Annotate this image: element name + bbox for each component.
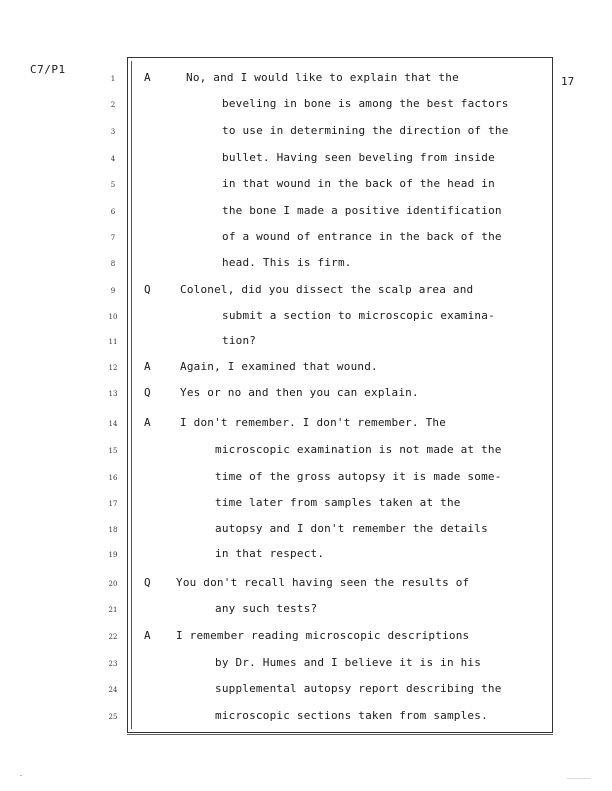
page-number: 17	[561, 75, 575, 88]
line-text: submit a section to microscopic examina-	[222, 309, 495, 322]
transcript-line	[0, 360, 612, 380]
transcript-line	[0, 576, 612, 596]
transcript-line	[0, 177, 612, 197]
speaker-label: A	[144, 416, 151, 429]
speaker-label: Q	[144, 576, 151, 589]
line-text: head. This is firm.	[222, 256, 352, 269]
line-text: autopsy and I don't remember the details	[215, 522, 488, 535]
transcript-line	[0, 709, 612, 729]
transcript-line	[0, 443, 612, 463]
line-number: 14	[108, 420, 118, 428]
line-text: bullet. Having seen beveling from inside	[222, 151, 495, 164]
line-number: 8	[110, 260, 116, 268]
line-number: 10	[108, 313, 118, 321]
line-text: You don't recall having seen the results of	[176, 576, 470, 589]
line-number: 6	[110, 208, 116, 216]
line-text: in that wound in the back of the head in	[222, 177, 495, 190]
line-number: 22	[108, 633, 118, 641]
line-text: to use in determining the direction of the	[222, 124, 509, 137]
speaker-label: Q	[144, 283, 151, 296]
line-number: 23	[108, 660, 118, 668]
transcript-line	[0, 97, 612, 117]
speaker-label: A	[144, 360, 151, 373]
line-text: Again, I examined that wound.	[180, 360, 378, 373]
transcript-line	[0, 256, 612, 276]
line-number: 12	[108, 364, 118, 372]
line-number: 15	[108, 447, 118, 455]
line-number: 17	[108, 500, 118, 508]
line-text: time later from samples taken at the	[215, 496, 461, 509]
line-text: Yes or no and then you can explain.	[180, 386, 419, 399]
line-number: 11	[108, 338, 118, 346]
line-text: microscopic examination is not made at the	[215, 443, 502, 456]
transcript-line	[0, 334, 612, 354]
transcript-line	[0, 230, 612, 250]
line-text: time of the gross autopsy it is made some-	[215, 470, 502, 483]
line-text: Colonel, did you dissect the scalp area and	[180, 283, 474, 296]
line-number: 3	[110, 128, 116, 136]
line-text: microscopic sections taken from samples.	[215, 709, 488, 722]
speaker-label: Q	[144, 386, 151, 399]
transcript-line	[0, 522, 612, 542]
line-number: 7	[110, 234, 116, 242]
line-text: by Dr. Humes and I believe it is in his	[215, 656, 482, 669]
bottom-rule	[127, 734, 553, 735]
transcript-line	[0, 124, 612, 144]
line-text: any such tests?	[215, 602, 318, 615]
scan-speck	[20, 775, 22, 776]
transcript-line	[0, 283, 612, 303]
line-text: in that respect.	[215, 547, 325, 560]
speaker-label: A	[144, 629, 151, 642]
line-text: I remember reading microscopic descriptions	[176, 629, 470, 642]
transcript-line	[0, 547, 612, 567]
line-number: 18	[108, 526, 118, 534]
transcript-line	[0, 629, 612, 649]
transcript-line	[0, 416, 612, 436]
transcript-line	[0, 309, 612, 329]
transcript-line	[0, 682, 612, 702]
line-text: beveling in bone is among the best factors	[222, 97, 509, 110]
line-text: No, and I would like to explain that the	[186, 71, 459, 84]
line-number: 9	[110, 287, 116, 295]
line-text: I don't remember. I don't remember. The	[180, 416, 447, 429]
line-number: 24	[108, 686, 118, 694]
line-text: of a wound of entrance in the back of the	[222, 230, 502, 243]
line-number: 16	[108, 474, 118, 482]
transcript-line	[0, 470, 612, 490]
scan-speck	[567, 778, 591, 779]
page-id: C7/P1	[30, 63, 66, 76]
line-text: tion?	[222, 334, 257, 347]
line-text: supplemental autopsy report describing the	[215, 682, 502, 695]
line-number: 13	[108, 390, 118, 398]
transcript-line	[0, 386, 612, 406]
line-number: 5	[110, 181, 116, 189]
transcript-line	[0, 656, 612, 676]
transcript-line	[0, 204, 612, 224]
line-number: 21	[108, 606, 118, 614]
line-text: the bone I made a positive identification	[222, 204, 502, 217]
line-number: 1	[110, 75, 116, 83]
transcript-line	[0, 496, 612, 516]
transcript-line	[0, 151, 612, 171]
transcript-line	[0, 602, 612, 622]
transcript-line	[0, 71, 612, 91]
speaker-label: A	[144, 71, 151, 84]
line-number: 25	[108, 713, 118, 721]
line-number: 2	[110, 101, 116, 109]
line-number: 20	[108, 580, 118, 588]
line-number: 19	[108, 551, 118, 559]
line-number: 4	[110, 155, 116, 163]
